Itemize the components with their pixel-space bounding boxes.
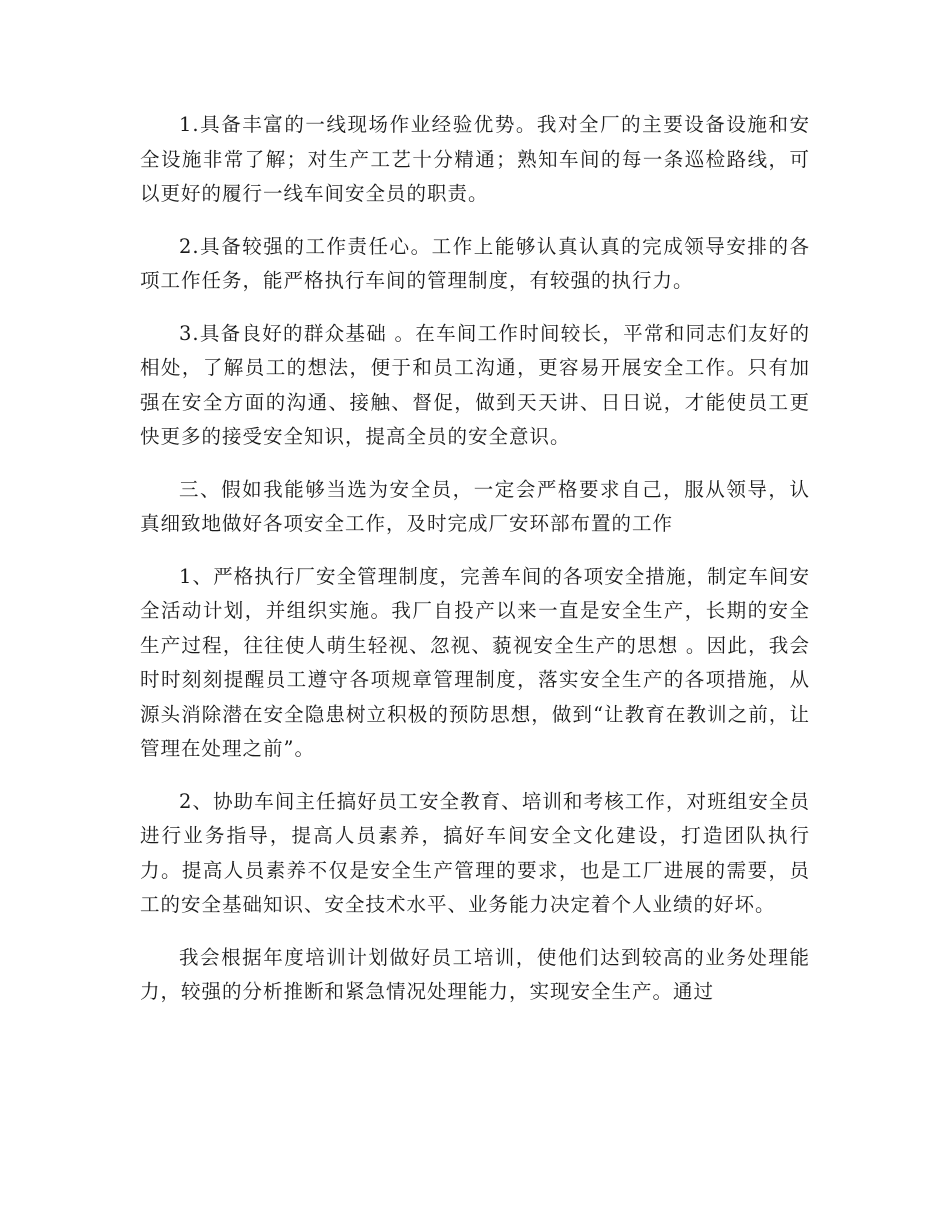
paragraph-training: 我会根据年度培训计划做好员工培训，使他们达到较高的业务处理能力，较强的分析推断和紧急情况处理能力，实现安全生产。通过 [140, 945, 810, 1003]
paragraph-plan-1: 1、严格执行厂安全管理制度，完善车间的各项安全措施，制定车间安全活动计划，并组织实施。我厂自投产以来一直是安全生产，长期的安全生产过程，往往使人萌生轻视、忽视、藐视安全生产的思想 。因此，我会时时刻刻提醒员工遵守各项规章管理制度，落实安全生产的各项措施，从源头消除潜在安全隐患树立积极的预防思想，做到“让教育在教训之前，让管理在处理之前”。 [140, 564, 810, 760]
paragraph-advantage-experience: 1.具备丰富的一线现场作业经验优势。我对全厂的主要设备设施和安全设施非常了解；对生产工艺十分精通；熟知车间的每一条巡检路线，可以更好的履行一线车间安全员的职责。 [140, 113, 810, 205]
paragraph-section-three-heading: 三、假如我能够当选为安全员，一定会严格要求自己，服从领导，认真细致地做好各项安全工作，及时完成厂安环部布置的工作 [140, 477, 810, 535]
paragraph-advantage-rapport: 3.具备良好的群众基础 。在车间工作时间较长，平常和同志们友好的相处，了解员工的想法，便于和员工沟通，更容易开展安全工作。只有加强在安全方面的沟通、接触、督促，做到天天讲、日日说，才能使员工更快更多的接受安全知识，提高全员的安全意识。 [140, 321, 810, 448]
paragraph-plan-2: 2、协助车间主任搞好员工安全教育、培训和考核工作，对班组安全员进行业务指导，提高人员素养，搞好车间安全文化建设，打造团队执行力。提高人员素养不仅是安全生产管理的要求，也是工厂进展的需要，员工的安全基础知识、安全技术水平、业务能力决定着个人业绩的好坏。 [140, 789, 810, 916]
paragraph-advantage-responsibility: 2.具备较强的工作责任心。工作上能够认真认真的完成领导安排的各项工作任务，能严格执行车间的管理制度，有较强的执行力。 [140, 234, 810, 292]
document-body [140, 108, 810, 1028]
